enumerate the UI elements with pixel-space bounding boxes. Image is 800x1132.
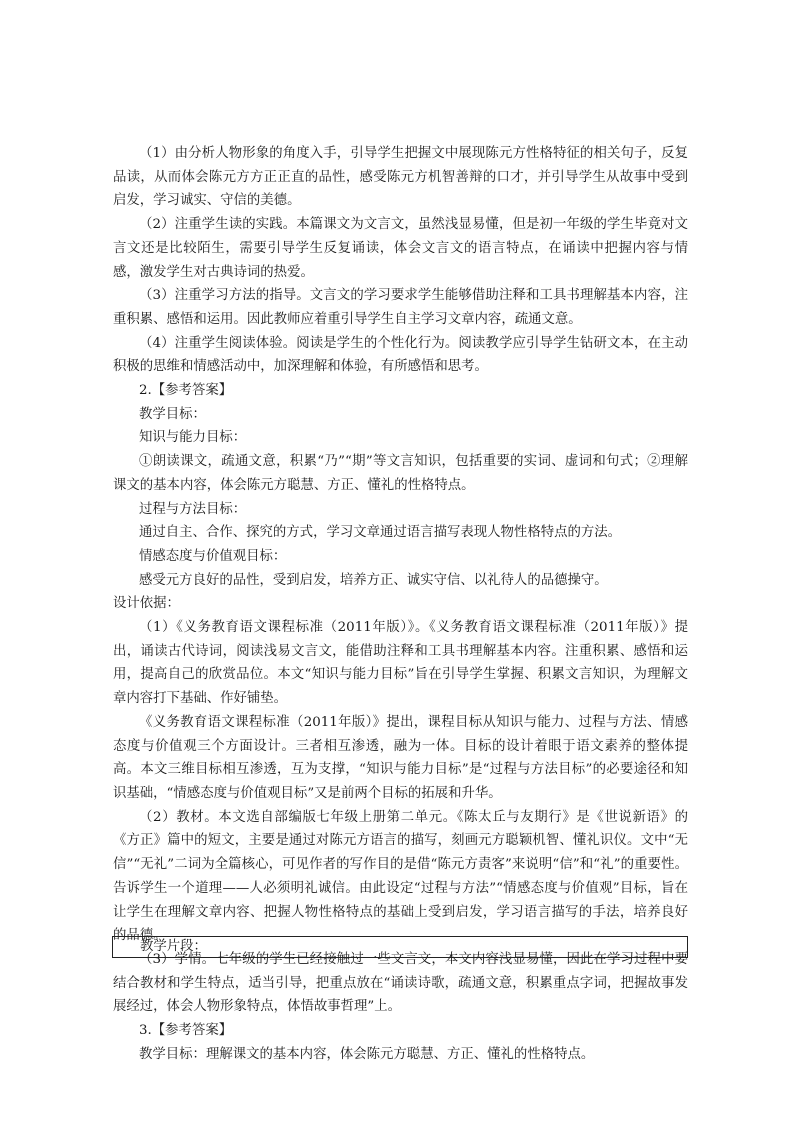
paragraph: 感受元方良好的品性，受到启发，培养方正、诚实守信、以礼待人的品德操守。 <box>139 572 608 588</box>
teaching-fragment-box <box>112 936 688 958</box>
paragraph: ①朗读课文，疏通文意，积累“乃”“期”等文言知识，包括重要的实词、虚词和句式；②理解课文的基本内容，体会陈元方聪慧、方正、懂礼的性格特点。 <box>113 454 688 493</box>
paragraph: 2.【参考答案】 <box>139 383 233 399</box>
teaching-fragment-label: 教学片段： <box>140 939 207 954</box>
paragraph: （1）《义务教育语文课程标准（2011年版）》。《义务教育语文课程标准（2011年版）》提出，诵读古代诗词，阅读浅易文言文，能借助注释和工具书理解基本内容。注重积累、感悟和运用，提高自己的欣赏品位。本文“知识与能力目标”旨在引导学生掌握、积累文言知识，为理解文章内容打下基础、作好铺垫。 <box>113 620 688 707</box>
paragraph: 教学目标： <box>139 406 206 422</box>
paragraph: （1）由分析人物形象的角度入手，引导学生把握文中展现陈元方性格特征的相关句子，反复品读，从而体会陈元方方正正直的品性，感受陈元方机智善辩的口才，并引导学生从故事中受到启发，学习诚实、守信的美德。 <box>113 146 688 209</box>
paragraph: （3）学情。七年级的学生已经接触过一些文言文，本文内容浅显易懂，因此在学习过程中要结合教材和学生特点，适当引导，把重点放在“诵读诗歌，疏通文意，积累重点字词，把握故事发展经过，体会人物形象特点，体悟故事哲理”上。 <box>113 951 688 1015</box>
paragraph: （2）注重学生读的实践。本篇课文为文言文，虽然浅显易懂，但是初一年级的学生毕竟对文言文还是比较陌生，需要引导学生反复诵读，体会文言文的语言特点，在诵读中把握内容与情感，激发学生对古典诗词的热爱。 <box>113 217 688 280</box>
paragraph: 3.【参考答案】 <box>139 1023 233 1039</box>
paragraph: 设计依据： <box>113 596 180 612</box>
paragraph: 过程与方法目标： <box>139 501 247 517</box>
paragraph: 知识与能力目标： <box>139 430 247 446</box>
paragraph: 教学目标：理解课文的基本内容，体会陈元方聪慧、方正、懂礼的性格特点。 <box>139 1046 595 1062</box>
paragraph: （3）注重学习方法的指导。文言文的学习要求学生能够借助注释和工具书理解基本内容，注重积累、感悟和运用。因此教师应着重引导学生自主学习文章内容，疏通文意。 <box>113 288 688 327</box>
paragraph: （2）教材。本文选自部编版七年级上册第二单元。《陈太丘与友期行》是《世说新语》的《方正》篇中的短文，主要是通过对陈元方语言的描写，刻画元方聪颖机智、懂礼识仪。文中“无信”“无礼”二词为全篇核心，可见作者的写作目的是借“陈元方责客”来说明“信”和“礼”的重要性。告诉学生一个道理——人必须明礼诚信。由此设定“过程与方法”“情感态度与价值观”目标，旨在让学生在理解文章内容、把握人物性格特点的基础上受到启发，学习语言描写的手法，培养良好的品德。 <box>113 809 688 944</box>
paragraph: （4）注重学生阅读体验。阅读是学生的个性化行为。阅读教学应引导学生钻研文本，在主动积极的思维和情感活动中，加深理解和体验，有所感悟和思考。 <box>113 335 688 375</box>
paragraph: 通过自主、合作、探究的方式，学习文章通过语言描写表现人物性格特点的方法。 <box>139 525 622 541</box>
paragraph: 《义务教育语文课程标准（2011年版）》提出，课程目标从知识与能力、过程与方法、情感态度与价值观三个方面设计。三者相互渗透，融为一体。目标的设计着眼于语文素养的整体提高。本文三维目标相互渗透，互为支撑，“知识与能力目标”是“过程与方法目标”的必要途径和知识基础，“情感态度与价值观目标”又是前两个目标的拓展和升华。 <box>113 714 688 801</box>
document-body <box>113 142 688 1066</box>
paragraph: 情感态度与价值观目标： <box>139 548 287 564</box>
